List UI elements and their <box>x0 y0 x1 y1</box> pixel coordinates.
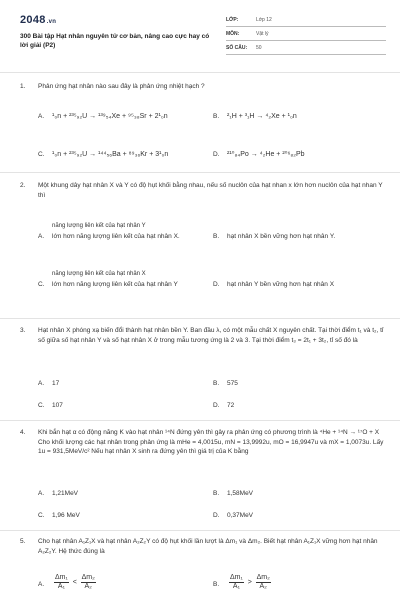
page-header <box>0 0 400 60</box>
fraction: $\frac{\text{Δm₁}}{\text{A₁}}$ <box>230 574 243 590</box>
question-stem: Phản ứng hạt nhân nào sau đây là phản ứng nhiệt hạch ? <box>38 83 205 90</box>
divider <box>0 420 400 421</box>
option-c-prefix: năng lượng liên kết của hạt nhân X <box>52 271 146 277</box>
fraction: $\frac{\text{Δm₂}}{\text{A₂}}$ <box>256 574 270 590</box>
divider <box>0 72 400 73</box>
divider <box>0 318 400 319</box>
question-stem: Hạt nhân X phóng xạ biến đổi thành hạt nhân bền Y. Ban đầu λ, có một mẫu chất X nguyên chất. Tại thời điểm t₁ và t₂, tỉ số giữa số hạt nhân Y và số hạt nhân X ở trong mẫu tương ứng là 2 và 3. Tại thời điểm t₃ = 2t₁ + 3t₂, tỉ số đó là <box>38 327 384 344</box>
divider <box>0 172 400 173</box>
option-a-prefix: năng lượng liên kết của hạt nhân Y <box>52 223 146 229</box>
site-logo[interactable]: 2048.vn <box>20 14 57 26</box>
document-title: 300 Bài tập Hạt nhân nguyên tử cơ bản, nâng cao cực hay có lời giải (P2) <box>20 33 210 49</box>
fraction: $\frac{\text{Δm₂}}{\text{A₂}}$ <box>81 574 95 590</box>
question-stem: Cho hạt nhân A₁Z₁X và hạt nhân A₂Z₂Y có độ hụt khối lần lượt là Δm₁ và Δm₂. Biết hạt nhân A₁Z₁X vững hơn hạt nhân A₂Z₂Y. Hệ thức đúng là <box>38 538 378 555</box>
question-stem: Khi bắn hạt α có động năng K vào hạt nhân ¹⁴N đứng yên thì gây ra phản ứng có phương trình là ⁴He + ¹⁴N → ¹⁷O + X Cho khối lượng các hạt nhân trong phản ứng là mHe = 4,0015u, mN = 13,9992u, mO = 16,9947u và mX = 1,0073u. Lấy 1u = 931,5MeV/c² Nếu hạt nhân X sinh ra đứng yên thì giá trị của K bằng <box>38 429 384 455</box>
meta-subject: MÔN: Vật lý <box>226 28 386 41</box>
divider <box>0 530 400 531</box>
meta-question-count: SỐ CÂU: 50 <box>226 42 386 55</box>
meta-class: LỚP: Lớp 12 <box>226 14 386 27</box>
question-stem: Một khung dây hạt nhân X và Y có độ hụt khối bằng nhau, nếu số nuclôn của hạt nhan x lớn hơn nuclôn của hạt nhan Y thì <box>38 182 383 199</box>
fraction: $\frac{\text{Δm₁}}{\text{A₁}}$ <box>55 574 68 590</box>
